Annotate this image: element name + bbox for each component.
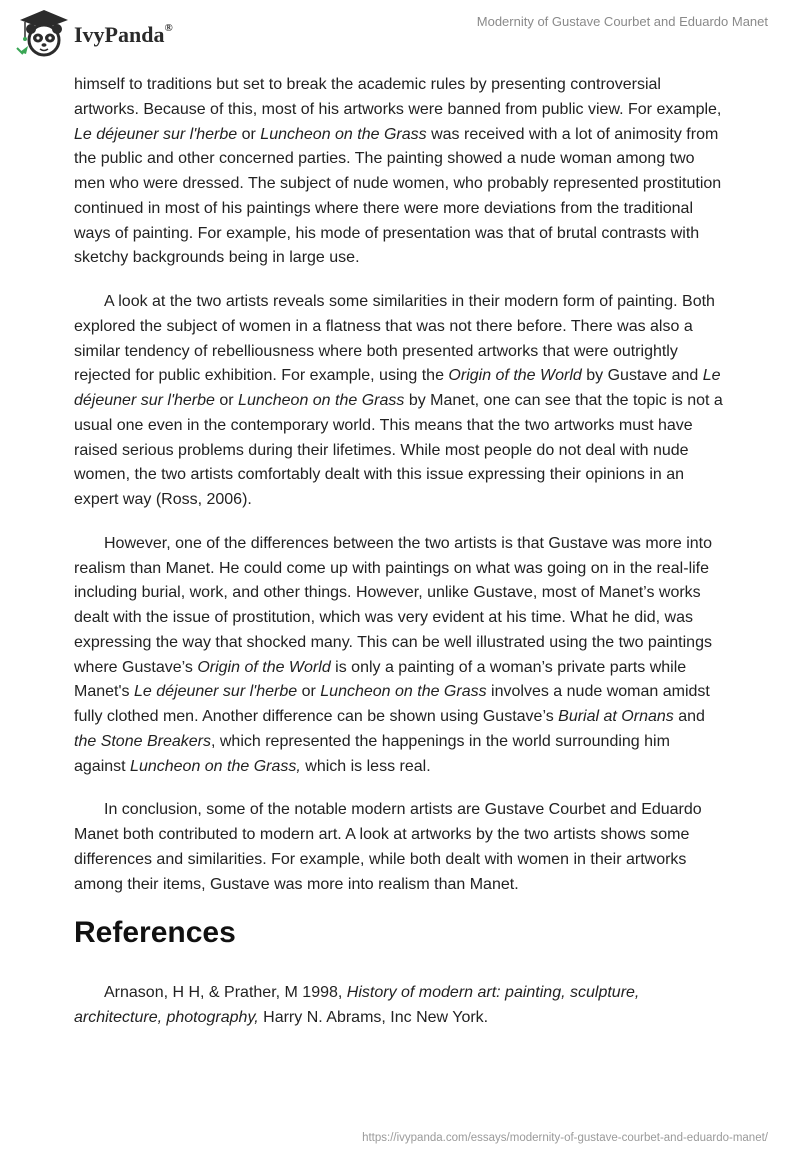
text-run: Arnason, H H, & Prather, M 1998, (104, 984, 347, 1002)
text-run: However, one of the differences between the two artists is that Gustave was more into realism than Manet. He could come up with paintings on what was going on in the real-life including burial, work, and other things. However, unlike Gustave, most of Manet’s works dealt with the issue of prostitution, which was very evident at his time. What he did, was expressing the way that shocked many. This can be well illustrated using the two paintings where Gustave’s (74, 534, 713, 676)
source-url[interactable]: https://ivypanda.com/essays/modernity-of-gustave-courbet-and-eduardo-manet/ (362, 1132, 768, 1144)
essay-content (74, 73, 724, 1050)
brand-logo[interactable] (14, 8, 173, 58)
italic-title: Luncheon on the Grass (238, 392, 405, 409)
text-run: or (214, 392, 239, 409)
text-run: by Manet, one can see that the topic is not a usual one even in the contemporary world. This means that the two artworks must have raised serious problems during their lifetimes. While most people do not deal with nude women, the two artists comfortably dealt with this issue expressing their opinions in an expert way (Ross, 2006). (74, 392, 723, 508)
text-run: was received with a lot of animosity from the public and other concerned parties. The painting showed a nude woman among two men who were dressed. The subject of nude women, who probably represented prostitution continued in most of his paintings where there were more deviations from the traditional ways of painting. For example, his mode of presentation was that of brutal contrasts with sketchy backgrounds being in large use. (74, 125, 722, 267)
paragraph-1 (74, 73, 724, 271)
italic-title: Origin of the World (197, 658, 331, 676)
italic-title: Le déjeuner sur l'herbe (74, 125, 238, 143)
italic-title: Luncheon on the Grass, (130, 757, 301, 775)
panda-logo-icon (14, 8, 70, 58)
document-title: Modernity of Gustave Courbet and Eduardo Manet (476, 14, 768, 29)
italic-title: Le déjeuner sur l'herbe (74, 367, 721, 409)
text-run: involves a nude woman amidst fully clothed men. Another difference can be shown using Gustave’s (74, 683, 710, 725)
paragraph-3 (74, 532, 724, 780)
italic-title: the Stone Breakers (74, 732, 211, 750)
text-run: himself to traditions but set to break the academic rules by presenting controversial artworks. Because of this, most of his artworks were banned from public view. For example, (74, 76, 722, 118)
text-run: Harry N. Abrams, Inc New York. (258, 1009, 489, 1026)
text-run: In conclusion, some of the notable modern artists are Gustave Courbet and Eduardo Manet both contributed to modern art. A look at artworks by the two artists shows some differences and similarities. For example, while both dealt with women in their artworks among their items, Gustave was more into realism than Manet. (74, 801, 702, 893)
page-header (0, 0, 800, 70)
brand-name: IvyPanda® (74, 21, 173, 47)
text-run: by Gustave and (581, 367, 703, 385)
text-run: and (673, 708, 705, 725)
italic-title: Luncheon on the Grass (260, 125, 427, 143)
paragraph-4 (74, 798, 724, 897)
text-run: or (297, 683, 321, 701)
italic-title: Burial at Ornans (558, 708, 674, 725)
reference-entry (74, 981, 724, 1031)
text-run: which is less real. (300, 757, 431, 775)
references-heading: References (74, 916, 236, 950)
italic-title: Luncheon on the Grass (320, 683, 487, 701)
text-run: A look at the two artists reveals some similarities in their modern form of painting. Both explored the subject of women in a flatness that was not there before. There was also a similar tendency of rebelliousness where both presented artworks that were outrightly rejected for public exhibition. For example, using the (74, 293, 715, 385)
italic-title: History of modern art: painting, sculpture, architecture, photography, (74, 984, 640, 1026)
paragraph-2 (74, 290, 724, 513)
text-run: or (237, 125, 261, 143)
italic-title: Le déjeuner sur l'herbe (133, 683, 298, 701)
text-run: is only a painting of a woman’s private parts while Manet's (74, 658, 687, 701)
text-run: , which represented the happenings in the world surrounding him against (74, 732, 670, 775)
italic-title: Origin of the World (448, 367, 582, 385)
